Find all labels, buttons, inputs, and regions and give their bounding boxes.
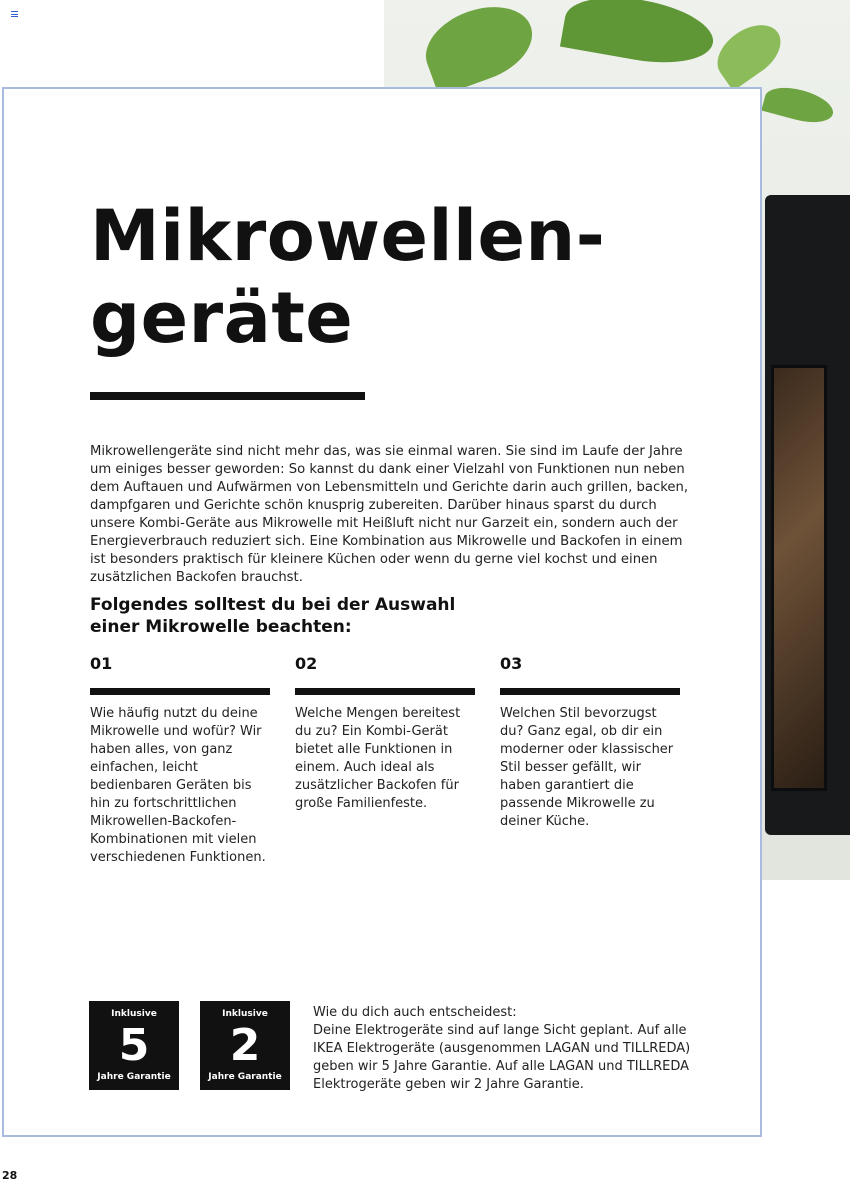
badge-label: Inklusive <box>222 1009 268 1019</box>
tip-number: 01 <box>90 654 113 673</box>
tip-number: 03 <box>500 654 523 673</box>
badge-label: Inklusive <box>111 1009 157 1019</box>
warranty-text <box>313 1004 713 1094</box>
tip-number: 02 <box>295 654 318 673</box>
warranty-badge-5 <box>89 1001 179 1090</box>
page-title <box>90 195 605 359</box>
page-number: 28 <box>2 1169 18 1182</box>
microwave-photo <box>765 195 850 835</box>
title-divider <box>90 392 365 400</box>
badge-caption: Jahre Garantie <box>97 1072 171 1082</box>
leaf-shape <box>560 0 718 73</box>
tip-text: Wie häufig nutzt du deine Mikrowelle und wofür? Wir haben alles, von ganz einfachen, leicht bedienbaren Geräten bis hin zu fortschrittlichen Mikrowellen-Backofen-Kombinationen mit vielen verschiedenen Funktionen. <box>90 706 266 865</box>
leaf-shape <box>415 0 542 97</box>
badge-caption: Jahre Garantie <box>208 1072 282 1082</box>
warranty-badge-2 <box>200 1001 290 1090</box>
tip-text: Welchen Stil bevorzugst du? Ganz egal, ob dir ein moderner oder klassischer Stil besser gefällt, wir haben garantiert die passende Mikrowelle zu deiner Küche. <box>500 706 674 829</box>
tip-column-1 <box>90 654 270 867</box>
tip-divider <box>90 688 270 695</box>
menu-icon[interactable] <box>11 11 18 17</box>
title-line-2: geräte <box>90 277 354 359</box>
tip-divider <box>500 688 680 695</box>
tip-text: Welche Mengen bereitest du zu? Ein Kombi-Gerät bietet alle Funktionen in einem. Auch ideal als zusätzlicher Backofen für große Familienfeste. <box>295 706 461 811</box>
badge-number: 2 <box>229 1020 261 1071</box>
title-line-1: Mikrowellen- <box>90 195 606 277</box>
tip-column-2 <box>295 654 475 813</box>
intro-paragraph: Mikrowellengeräte sind nicht mehr das, was sie einmal waren. Sie sind im Laufe der Jahre um einiges besser geworden: So kannst du dank einer Vielzahl von Funktionen nun neben dem Auftauen und Aufwärmen von Lebensmitteln und Gerichte darin auch grillen, backen, dampfgaren und Gerichte schön knusprig zubereiten. Darüber hinaus sparst du durch unsere Kombi-Geräte aus Mikrowelle mit Heißluft nicht nur Garzeit ein, sondern auch der Energieverbrauch reduziert sich. Eine Kombination aus Mikrowelle und Backofen in einem ist besonders praktisch für kleinere Küchen oder wenn du gerne viel kochst und einen zusätzlichen Backofen brauchst. <box>90 444 689 585</box>
tip-column-3 <box>500 654 680 831</box>
leaf-shape <box>761 81 836 128</box>
section-heading: Folgendes solltest du bei der Auswahl einer Mikrowelle beachten: <box>90 595 456 637</box>
warranty-body: Deine Elektrogeräte sind auf lange Sicht geplant. Auf alle IKEA Elektrogeräte (ausgenommen LAGAN und TILLREDA) geben wir 5 Jahre Garantie. Auf alle LAGAN und TILLREDA Elektrogeräte geben wir 2 Jahre Garantie. <box>313 1023 691 1092</box>
badge-number: 5 <box>118 1020 150 1071</box>
tip-divider <box>295 688 475 695</box>
warranty-intro: Wie du dich auch entscheidest: <box>313 1005 517 1020</box>
leaf-shape <box>707 14 790 91</box>
microwave-window <box>771 365 827 791</box>
